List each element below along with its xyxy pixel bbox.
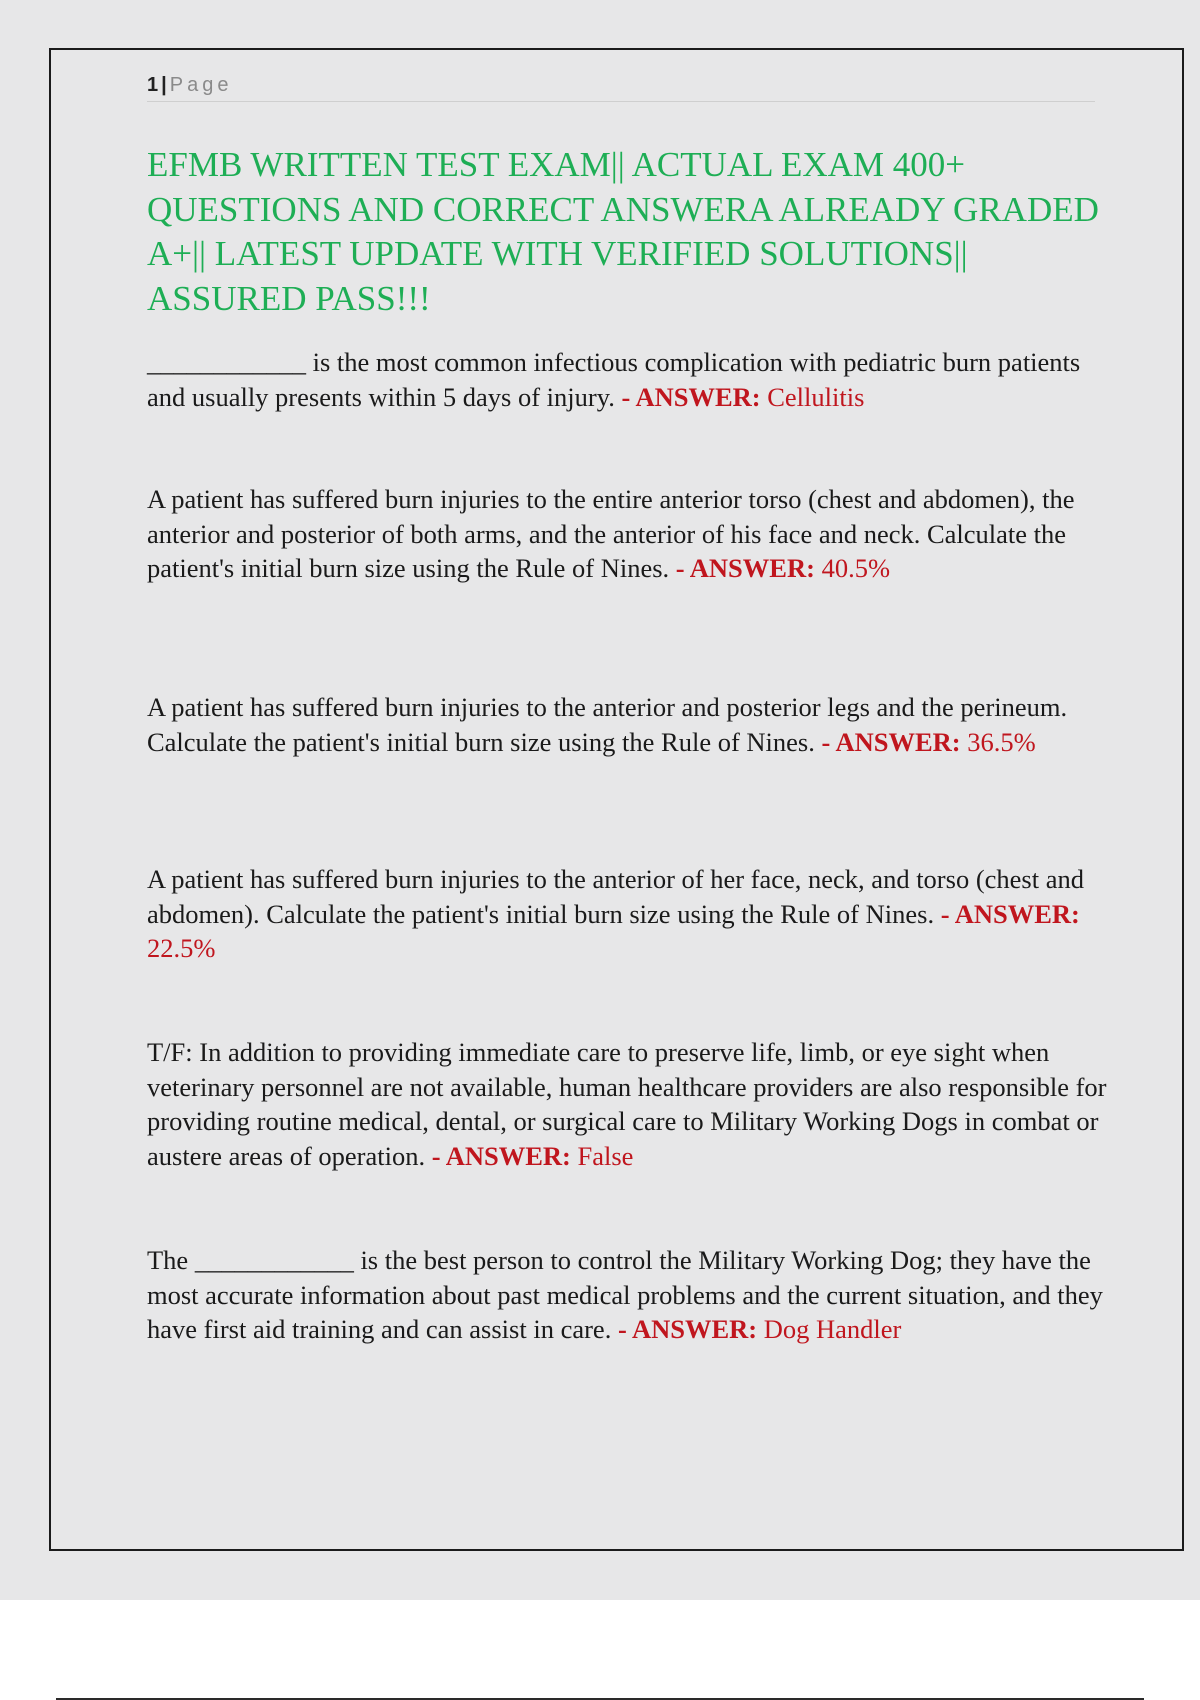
answer-label: - ANSWER: (611, 1314, 764, 1344)
document-title: EFMB WRITTEN TEST EXAM|| ACTUAL EXAM 400+ QUESTIONS AND CORRECT ANSWERA ALREADY GRADED A+|| LATEST UPDATE WITH VERIFIED SOLUTIONS|| ASSURED PASS!!! (147, 145, 1099, 318)
answer-label: - ANSWER: (614, 381, 768, 412)
question-item (147, 862, 1107, 966)
page-separator: | (161, 74, 167, 96)
question-item (147, 690, 1107, 759)
answer-value: Dog Handler (763, 1314, 902, 1344)
answer-label: - ANSWER: (669, 553, 822, 583)
question-item (147, 345, 1107, 414)
question-text: A patient has suffered burn injuries to the entire anterior torso (chest and abdomen), the anterior and posterior of both arms, and the anterior of his face and neck. Calculate the patient's initial burn size using the Rule of Nines. (147, 484, 1075, 583)
question-item (147, 1035, 1107, 1173)
page-number: 1 (147, 74, 159, 96)
question-text: ____________ is the most common infectious complication with pediatric burn patients and usually presents within 5 days of injury. (147, 347, 1081, 412)
question-text: The ____________ is the best person to control the Military Working Dog; they have the most accurate information about past medical problems and the current situation, and they have first aid training and can assist in care. (147, 1245, 1103, 1344)
answer-label: - ANSWER: (934, 898, 1080, 929)
page-header (147, 75, 1095, 102)
document-page (49, 48, 1184, 1551)
page-label: Page (169, 74, 233, 96)
question-item (147, 482, 1107, 586)
answer-value: 22.5% (147, 933, 216, 963)
answer-value: 40.5% (821, 553, 891, 583)
answer-label: - ANSWER: (425, 1140, 578, 1171)
question-item (147, 1243, 1107, 1347)
answer-value: Cellulitis (767, 381, 865, 412)
question-text: A patient has suffered burn injuries to the anterior of her face, neck, and torso (chest and abdomen). Calculate the patient's initial burn size using the Rule of Nines. (147, 864, 1084, 929)
question-text: T/F: In addition to providing immediate care to preserve life, limb, or eye sight when veterinary personnel are not available, human healthcare providers are also responsible for providing routine medical, dental, or surgical care to Military Working Dogs in combat or austere areas of operation. (147, 1037, 1107, 1171)
question-text: A patient has suffered burn injuries to the anterior and posterior legs and the perineum. Calculate the patient's initial burn size using the Rule of Nines. (147, 692, 1068, 757)
answer-label: - ANSWER: (814, 726, 968, 757)
answer-value: 36.5% (967, 726, 1036, 757)
answer-value: False (577, 1140, 634, 1171)
